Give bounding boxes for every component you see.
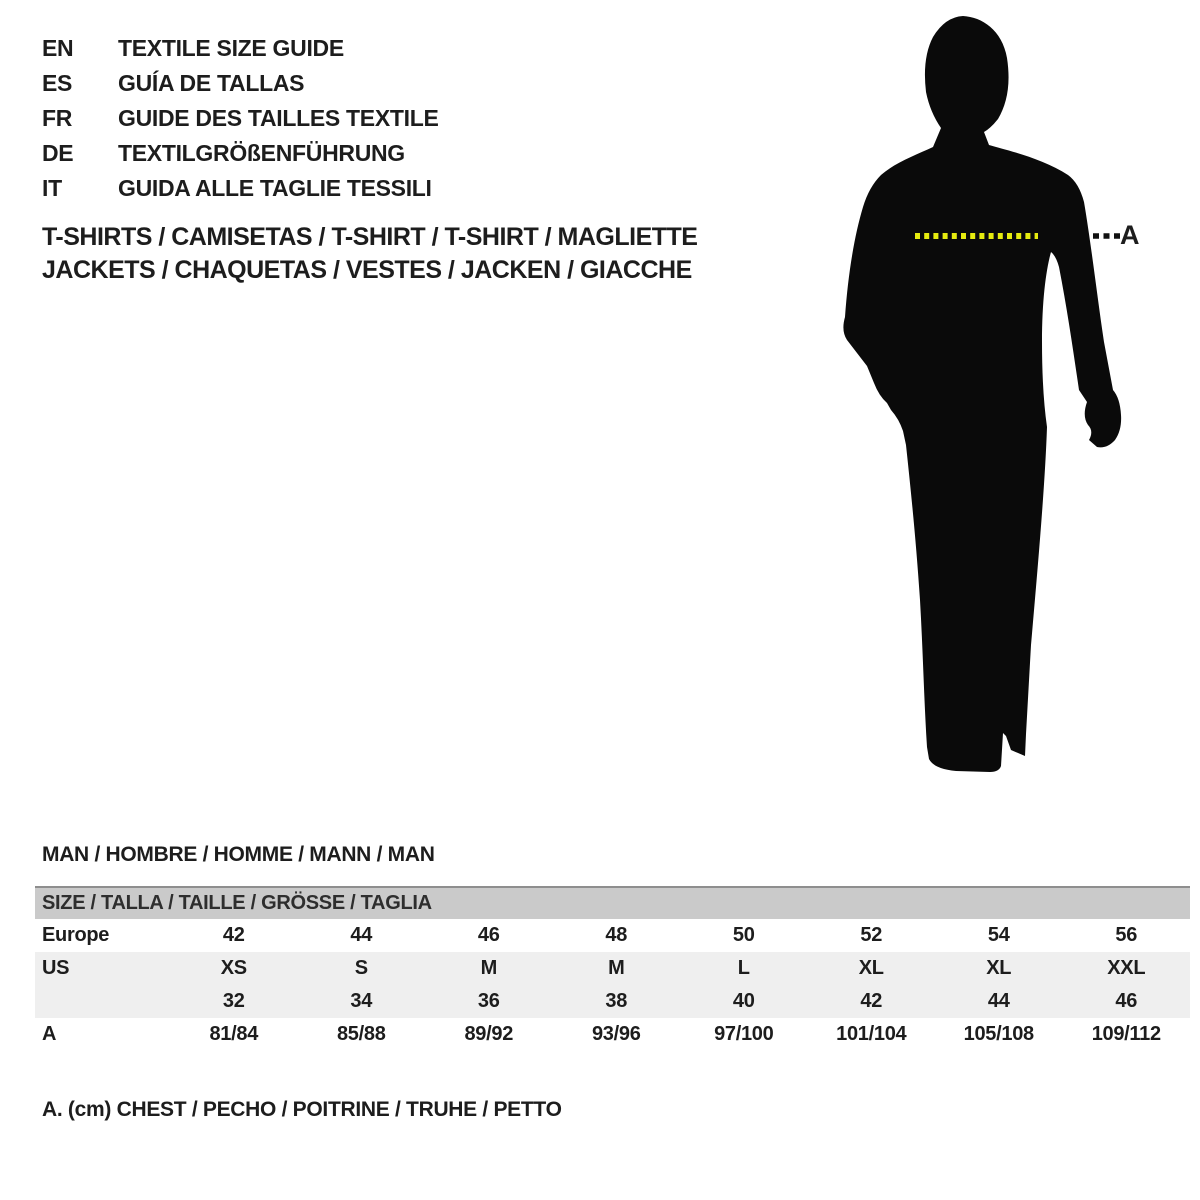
size-cell: 52: [860, 924, 883, 946]
row-label: US: [42, 957, 70, 979]
size-cell: 46: [1115, 990, 1138, 1012]
section-title-man: MAN / HOMBRE / HOMME / MANN / MAN: [42, 843, 435, 866]
language-row-es: [42, 66, 439, 101]
language-title: GUÍA DE TALLAS: [118, 70, 305, 96]
table-row-us: [35, 952, 1190, 985]
size-cell: 93/96: [591, 1023, 641, 1045]
size-cell: 56: [1115, 924, 1138, 946]
language-title: GUIDE DES TAILLES TEXTILE: [118, 105, 439, 131]
size-table: [35, 886, 1190, 1051]
size-cell: XL: [858, 957, 884, 979]
size-cell: 81/84: [209, 1023, 259, 1045]
size-cell: XL: [986, 957, 1012, 979]
size-cell: M: [608, 957, 625, 979]
size-cell: 36: [477, 990, 500, 1012]
size-cell: 105/108: [963, 1023, 1034, 1045]
category-line-tshirts: T-SHIRTS / CAMISETAS / T-SHIRT / T-SHIRT / MAGLIETTE: [42, 223, 698, 251]
size-cell: 101/104: [836, 1023, 907, 1045]
row-label: Europe: [42, 924, 110, 946]
measure-label-a: A: [1120, 220, 1140, 250]
language-row-fr: [42, 101, 439, 136]
size-cell: 42: [860, 990, 883, 1012]
size-cell: 97/100: [714, 1023, 774, 1045]
size-cell: 32: [222, 990, 245, 1012]
size-cell: XS: [220, 957, 247, 979]
size-cell: 85/88: [336, 1023, 386, 1045]
size-cell: 46: [477, 924, 500, 946]
language-title: TEXTILGRÖßENFÜHRUNG: [118, 140, 405, 166]
language-row-de: [42, 136, 439, 171]
size-cell: 40: [732, 990, 755, 1012]
size-cell: 54: [987, 924, 1010, 946]
language-code: EN: [42, 35, 74, 61]
size-cell: S: [354, 957, 368, 979]
size-cell: 38: [605, 990, 628, 1012]
row-label: A: [42, 1023, 57, 1045]
category-line-jackets: JACKETS / CHAQUETAS / VESTES / JACKEN / GIACCHE: [42, 256, 692, 284]
size-cell: 44: [350, 924, 373, 946]
size-cell: 42: [222, 924, 245, 946]
size-cell: L: [737, 957, 750, 979]
size-cell: 44: [987, 990, 1010, 1012]
size-cell: 109/112: [1091, 1023, 1161, 1045]
size-cell: 34: [350, 990, 373, 1012]
language-title: TEXTILE SIZE GUIDE: [118, 35, 344, 61]
table-row-numeric: [35, 985, 1190, 1018]
size-cell: 89/92: [464, 1023, 514, 1045]
size-cell: 50: [732, 924, 755, 946]
language-title: GUIDA ALLE TAGLIE TESSILI: [118, 175, 432, 201]
language-code: DE: [42, 140, 74, 166]
language-list: [42, 31, 439, 206]
language-row-en: [42, 31, 439, 66]
language-code: FR: [42, 105, 73, 131]
language-row-it: [42, 171, 439, 206]
size-cell: 48: [605, 924, 628, 946]
size-cell: M: [480, 957, 497, 979]
category-list: [42, 221, 697, 287]
language-code: IT: [42, 175, 62, 201]
man-silhouette-figure: [820, 0, 1200, 800]
language-code: ES: [42, 70, 73, 96]
table-row-chest-a: [35, 1018, 1190, 1051]
table-row-europe: [35, 919, 1190, 952]
size-cell: XXL: [1107, 957, 1146, 979]
measurement-footnote: A. (cm) CHEST / PECHO / POITRINE / TRUHE / PETTO: [42, 1098, 562, 1121]
size-table-header: SIZE / TALLA / TAILLE / GRÖSSE / TAGLIA: [35, 886, 1190, 919]
man-silhouette: [843, 16, 1121, 772]
